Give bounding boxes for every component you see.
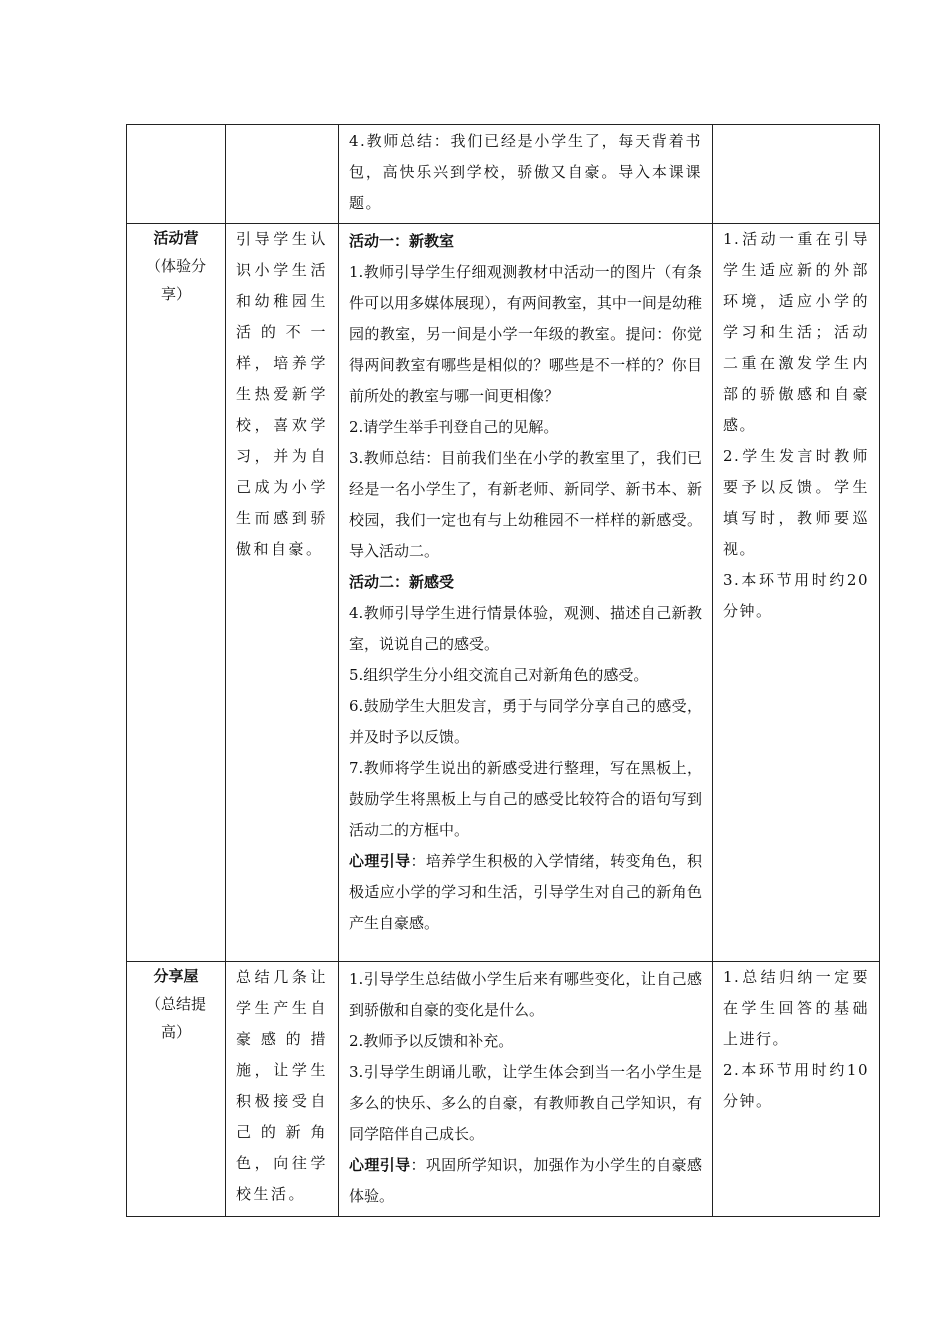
activity-heading: 活动一：新教室 (349, 232, 455, 250)
procedure-cell (339, 224, 713, 962)
psych-guide-text: ：巩固所学知识，加强作为小学生的自豪感体验。 (349, 1156, 702, 1205)
note-item: 2.本环节用时约10分钟。 (723, 1061, 869, 1110)
note-item: 2.学生发言时教师要予以反馈。学生填写时，教师要巡视。 (723, 447, 869, 558)
stage-subtitle: （体验分享） (145, 257, 206, 303)
procedure-paragraph: 3.教师总结：目前我们坐在小学的教室里了，我们已经是一名小学生了，有新老师、新同学、新书本、新校园，我们一定也有与上幼稚园不一样样的新感受。导入活动二。 (349, 449, 702, 560)
stage-subtitle: （总结提高） (145, 995, 206, 1041)
table-row (127, 125, 880, 224)
procedure-paragraph: 7.教师将学生说出的新感受进行整理，写在黑板上，鼓励学生将黑板上与自己的感受比较符合的语句写到活动二的方框中。 (349, 759, 702, 839)
procedure-paragraph: 4.教师总结：我们已经是小学生了，每天背着书包，高快乐兴到学校，骄傲又自豪。导入本课课题。 (349, 132, 702, 212)
goal-cell (226, 224, 339, 962)
psych-guide-label: 心理引导 (349, 1156, 411, 1174)
stage-cell (127, 125, 226, 224)
note-item: 3.本环节用时约20分钟。 (723, 571, 869, 620)
psych-guide-text: ：培养学生积极的入学情绪，转变角色，积极适应小学的学习和生活，引导学生对自己的新角色产生自豪感。 (349, 852, 702, 932)
stage-title: 分享屋 (153, 967, 199, 985)
notes-cell (713, 125, 880, 224)
notes-cell (713, 224, 880, 962)
procedure-paragraph: 2.教师予以反馈和补充。 (349, 1032, 514, 1050)
lesson-plan-table (126, 124, 880, 1217)
psych-guide (349, 1150, 702, 1212)
goal-cell (226, 125, 339, 224)
stage-cell (127, 962, 226, 1217)
procedure-paragraph: 5.组织学生分小组交流自己对新角色的感受。 (349, 666, 649, 684)
procedure-paragraph: 4.教师引导学生进行情景体验，观测、描述自己新教室，说说自己的感受。 (349, 604, 702, 653)
note-item: 1.总结归纳一定要在学生回答的基础上进行。 (723, 968, 869, 1048)
table-row (127, 224, 880, 962)
psych-guide-label: 心理引导 (349, 852, 411, 870)
note-item: 1.活动一重在引导学生适应新的外部环境，适应小学的学习和生活；活动二重在激发学生内部的骄傲感和自豪感。 (723, 230, 869, 434)
psych-guide (349, 846, 702, 939)
goal-text: 引导学生认识小学生活和幼稚园生活的不一样，培养学生热爱新学校，喜欢学习，并为自己成为小学生而感到骄傲和自豪。 (236, 230, 328, 558)
goal-cell (226, 962, 339, 1217)
stage-title: 活动营 (153, 229, 199, 247)
table-row (127, 962, 880, 1217)
procedure-cell (339, 125, 713, 224)
procedure-paragraph: 1.引导学生总结做小学生后来有哪些变化，让自己感到骄傲和自豪的变化是什么。 (349, 970, 702, 1019)
procedure-paragraph: 3.引导学生朗诵儿歌，让学生体会到当一名小学生是多么的快乐、多么的自豪，有教师教自己学知识，有同学陪伴自己成长。 (349, 1063, 702, 1143)
notes-cell (713, 962, 880, 1217)
procedure-paragraph: 1.教师引导学生仔细观测教材中活动一的图片（有条件可以用多媒体展现），有两间教室，其中一间是幼稚园的教室，另一间是小学一年级的教室。提问：你觉得两间教室有哪些是相似的？哪些是不一样的？你目前所处的教室与哪一间更相像？ (349, 263, 702, 405)
procedure-cell (339, 962, 713, 1217)
activity-heading: 活动二：新感受 (349, 573, 455, 591)
goal-text: 总结几条让学生产生自豪感的措施，让学生积极接受自己的新角色，向往学校生活。 (236, 968, 328, 1203)
procedure-paragraph: 6.鼓励学生大胆发言，勇于与同学分享自己的感受，并及时予以反馈。 (349, 697, 702, 746)
procedure-paragraph: 2.请学生举手刊登自己的见解。 (349, 418, 559, 436)
stage-cell (127, 224, 226, 962)
